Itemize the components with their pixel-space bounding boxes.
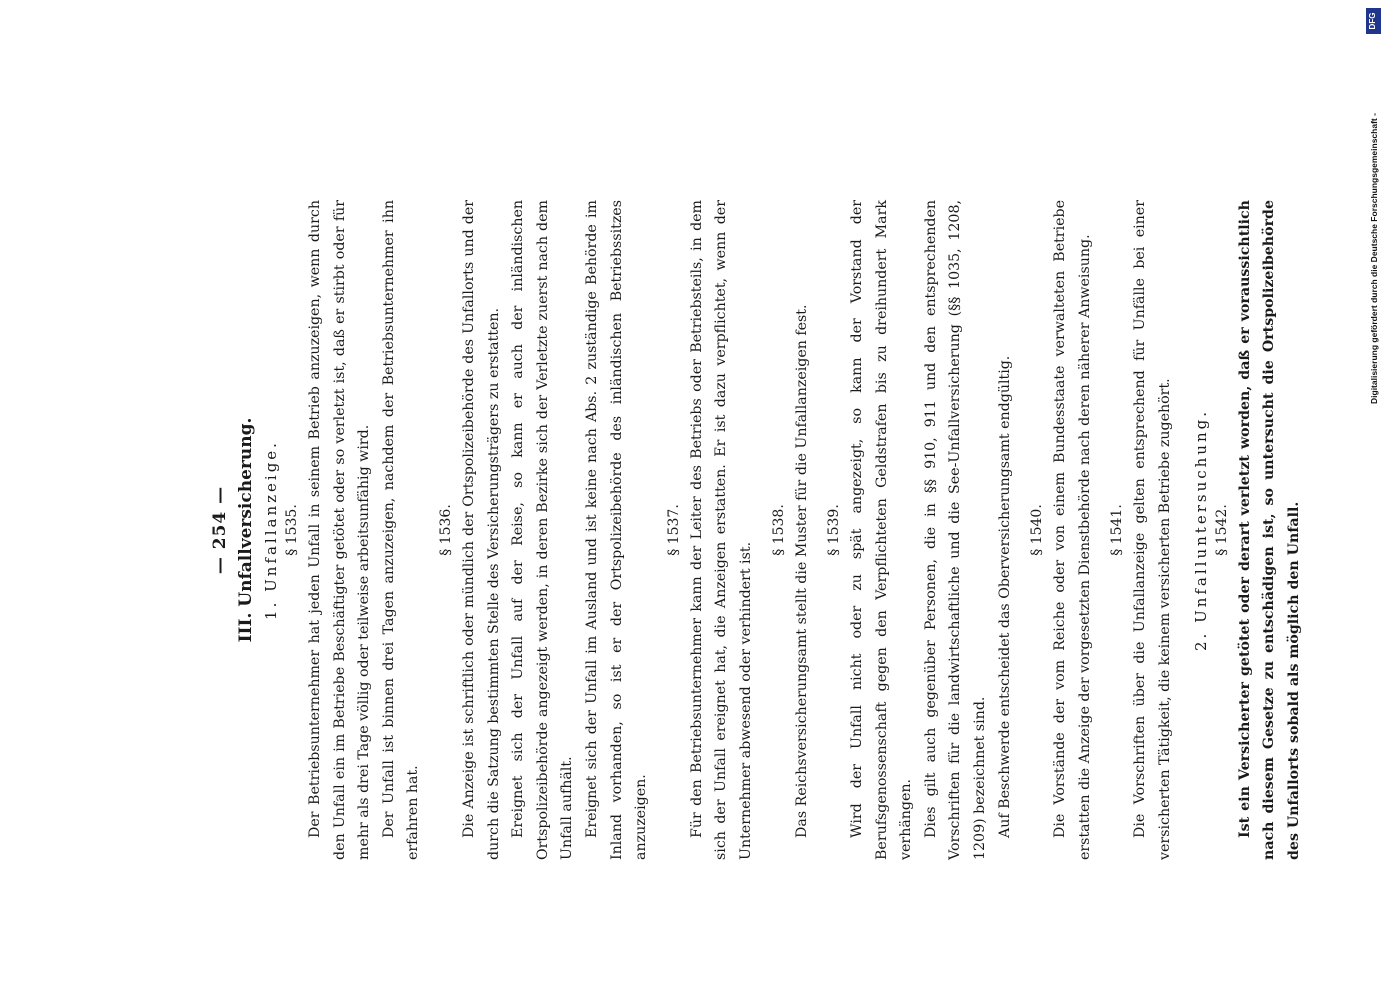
section-number: § 1539. (826, 504, 843, 556)
page-number: — 254 — (210, 485, 230, 575)
paragraph: Der Unfall ist binnen drei Tagen anzuzeigen, nachdem der Betriebsunternehmer ihn erfahren hat. (380, 200, 422, 860)
paragraph: Für den Betriebsunternehmer kann der Leiter des Betriebs oder Betriebsteils, in dem sich der Unfall ereignet hat, die Anzeigen erstatten. Er ist dazu verpflichtet, wenn der Unternehmer abwesend oder verhindert ist. (688, 200, 754, 860)
chapter-title-2: 2. Unfalluntersuchung. (1191, 409, 1210, 651)
paragraph: Die Vorschriften über die Unfallanzeige gelten entsprechend für Unfälle bei einer versicherten Tätigkeit, die keinem versicherten Betriebe zugehört. (1132, 200, 1174, 860)
section-number: § 1536. (437, 504, 454, 556)
chapter-title-1: 1. Unfallanzeige. (262, 440, 280, 620)
paragraph: Der Betriebsunternehmer hat jeden Unfall in seinem Betrieb anzuzeigen, wenn durch den Unfall ein im Betriebe Beschäftigter getötet oder so verletzt ist, daß er stirbt oder für mehr als drei Tage völlig oder teilweise arbeitsunfähig wird. (307, 200, 373, 860)
part-title: III. Unfallversicherung. (236, 417, 256, 643)
paragraph: Wird der Unfall nicht oder zu spät angezeigt, so kann der Vorstand der Berufsgenossenschaft gegen den Verpflichteten Geldstrafen bis zu dreihundert Mark verhängen. (849, 200, 915, 860)
paragraph: Das Reichsversicherungsamt stellt die Muster für die Unfallanzeigen fest. (793, 304, 810, 838)
section-number: § 1541. (1109, 504, 1126, 556)
dfg-logo: DFG (1366, 8, 1381, 34)
section-number: § 1537. (665, 504, 682, 556)
paragraph: Die Vorstände der vom Reiche oder von einem Bundesstaate verwalteten Betriebe erstatten die Anzeige der vorgesetzten Dienstbehörde nach deren näherer Anweisung. (1052, 200, 1093, 860)
paragraph: Ereignet sich der Unfall auf der Reise, so kann er auch der inländischen Ortspolizeibehörde angezeigt werden, in deren Bezirke sich der Verletzte zuerst nach dem Unfall aufhält. (510, 200, 576, 860)
section-number: § 1538. (770, 504, 787, 556)
paragraph: Ereignet sich der Unfall im Ausland und ist keine nach Abs. 2 zuständige Behörde im Inland vorhanden, so ist er der Ortspolizeibehörde des inländischen Betriebssitzes anzuzeigen. (583, 200, 650, 860)
text-column (210, 200, 1306, 860)
section-number: § 1535. (284, 504, 300, 556)
paragraph: Ist ein Versicherter getötet oder derart verletzt worden, daß er voraussichtlich nach diesem Gesetze zu entschädigen ist, so untersucht die Ortspolizeibehörde des Unfallorts sobald als möglich den Unfall. (1236, 200, 1302, 860)
rotated-book-page (80, 100, 1302, 1000)
credit-text: Digitalisierung gefördert durch die Deutsche Forschungsgemeinschaft - (1369, 113, 1379, 404)
digitization-credit (1366, 4, 1382, 404)
paragraph: Die Anzeige ist schriftlich oder mündlich der Ortspolizeibehörde des Unfallorts und der durch die Satzung bestimmten Stelle des Versicherungsträgers zu erstatten. (460, 200, 502, 860)
section-number: § 1540. (1029, 504, 1046, 556)
paragraph: Auf Beschwerde entscheidet das Oberversicherungsamt endgültig. (996, 355, 1013, 838)
paragraph: Dies gilt auch gegenüber Personen, die in §§ 910, 911 und den entsprechenden Vorschriften für die landwirtschaftliche und die See-Unfallversicherung (§§ 1035, 1208, 1209) bezeichnet sind. (922, 200, 989, 860)
section-number: § 1542. (1213, 504, 1230, 556)
